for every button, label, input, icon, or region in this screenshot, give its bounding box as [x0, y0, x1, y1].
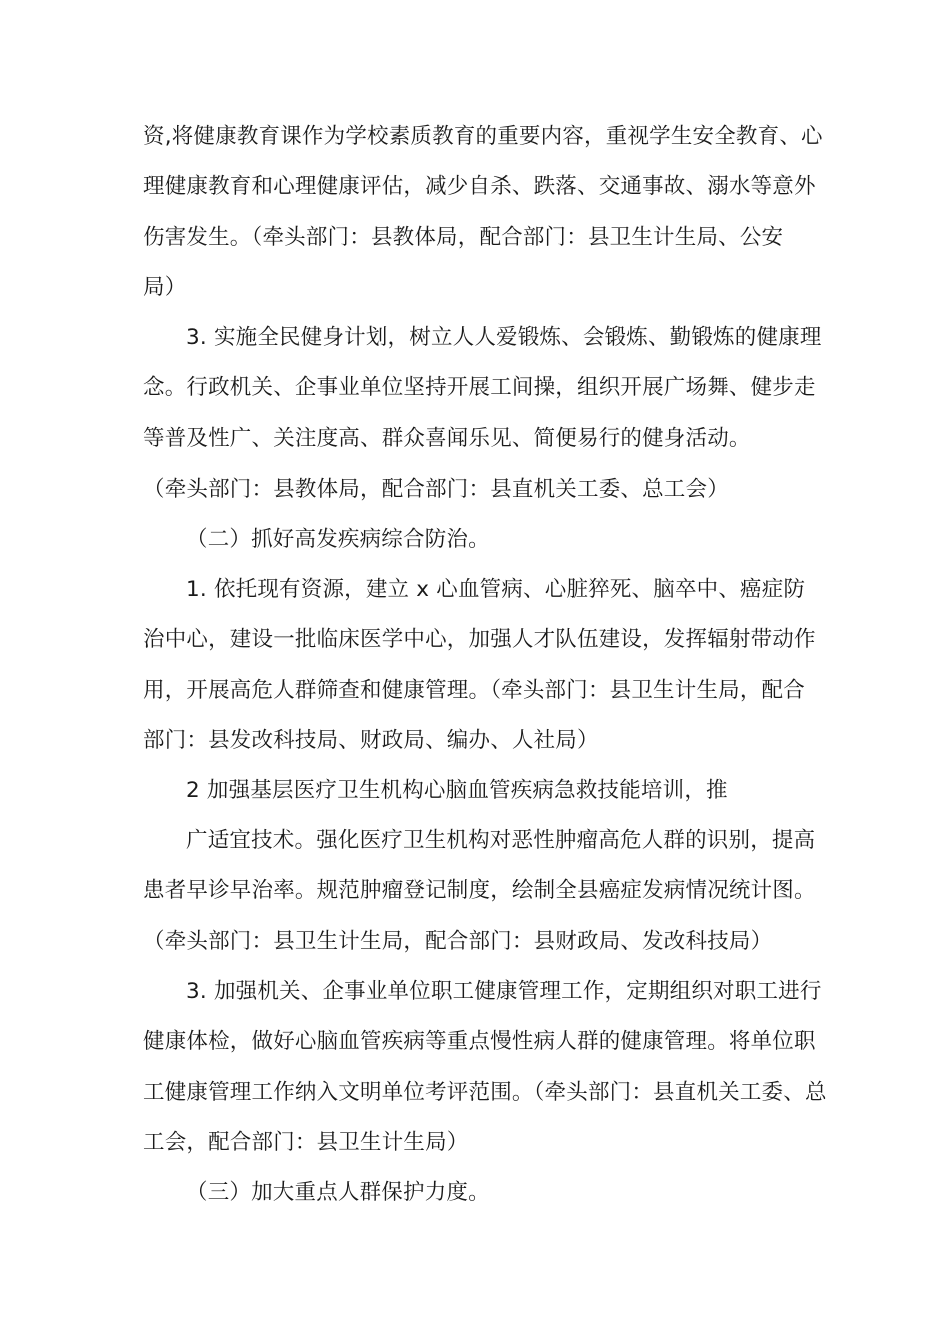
section-heading: （三）加大重点人群保护力度。	[186, 1180, 490, 1205]
text-line: 局）	[143, 275, 187, 300]
text-line: 资,将健康教育课作为学校素质教育的重要内容，重视学生安全教育、心	[143, 124, 823, 149]
text-line: 1. 依托现有资源，建立 x 心血管病、心脏猝死、脑卒中、癌症防	[186, 577, 806, 602]
text-line: 理健康教育和心理健康评估，减少自杀、跌落、交通事故、溺水等意外	[143, 174, 816, 199]
text-line: 治中心，建设一批临床医学中心，加强人才队伍建设，发挥辐射带动作	[143, 627, 816, 652]
text-line: 2 加强基层医疗卫生机构心脑血管疾病急救技能培训，推	[186, 778, 728, 803]
text-line: 患者早诊早治率。规范肿瘤登记制度，绘制全县癌症发病情况统计图。	[143, 878, 816, 903]
text-line: 工健康管理工作纳入文明单位考评范围。（牵头部门：县直机关工委、总	[143, 1080, 827, 1105]
text-line: 伤害发生。（牵头部门：县教体局，配合部门：县卫生计生局、公安	[143, 225, 784, 250]
text-line: （牵头部门：县教体局，配合部门：县直机关工委、总工会）	[143, 477, 729, 502]
text-line: 工会，配合部门：县卫生计生局）	[143, 1130, 469, 1155]
text-line: 3. 加强机关、企事业单位职工健康管理工作，定期组织对职工进行	[186, 979, 822, 1004]
text-line: 部门：县发改科技局、财政局、编办、人社局）	[143, 728, 599, 753]
text-line: 念。行政机关、企事业单位坚持开展工间操，组织开展广场舞、健步走	[143, 375, 816, 400]
text-line: 广适宜技术。强化医疗卫生机构对恶性肿瘤高危人群的识别，提高	[186, 828, 816, 853]
text-line: 健康体检，做好心脑血管疾病等重点慢性病人群的健康管理。将单位职	[143, 1029, 816, 1054]
text-line: （牵头部门：县卫生计生局，配合部门：县财政局、发改科技局）	[143, 929, 773, 954]
text-line: 用，开展高危人群筛查和健康管理。（牵头部门：县卫生计生局，配合	[143, 678, 805, 703]
section-heading: （二）抓好高发疾病综合防治。	[186, 527, 490, 552]
text-line: 3. 实施全民健身计划，树立人人爱锻炼、会锻炼、勤锻炼的健康理	[186, 325, 822, 350]
text-line: 等普及性广、关注度高、群众喜闻乐见、简便易行的健身活动。	[143, 426, 751, 451]
